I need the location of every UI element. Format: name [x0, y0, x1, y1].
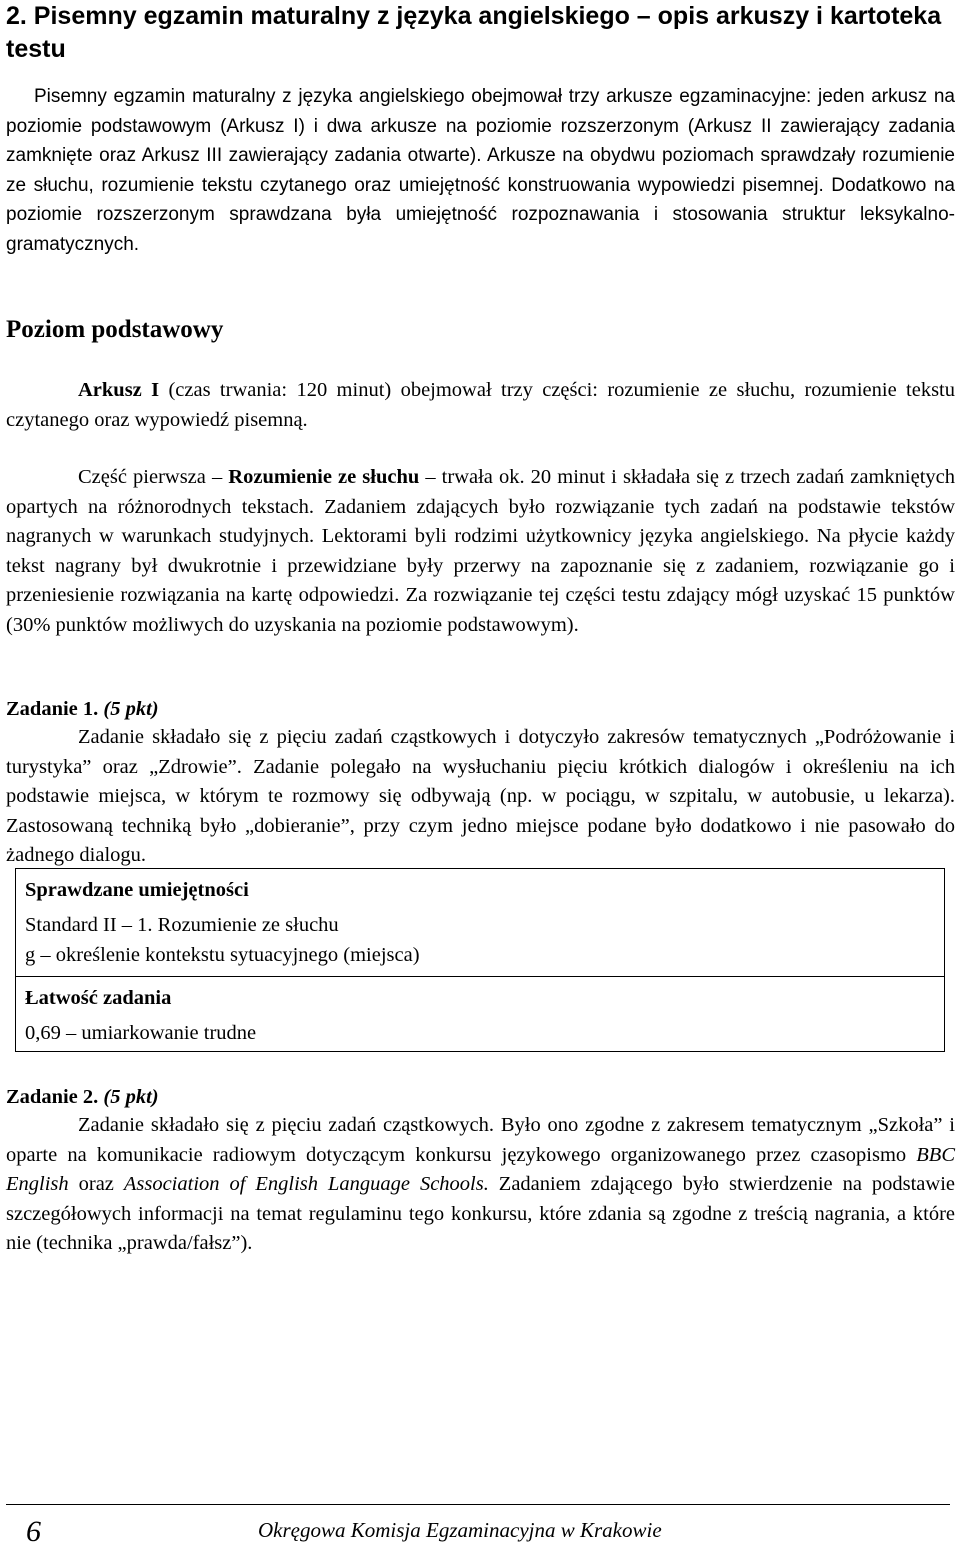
- task1-title: Zadanie 1.: [6, 698, 99, 720]
- task2-text-c: Zadaniem zdającego było stwierdzenie na podstawie szczegółowych informacji na temat regulaminu tego konkursu, które zdania są zgodne z treścią nagrania, a które nie (technika „prawda/fałsz”).: [6, 1173, 955, 1254]
- skills-detail: g – określenie kontekstu sytuacyjnego (miejsca): [25, 944, 420, 966]
- skills-standard: Standard II – 1. Rozumienie ze słuchu: [25, 914, 339, 936]
- difficulty-title: Łatwość zadania: [25, 987, 172, 1009]
- arkusz-paragraph: [6, 376, 955, 435]
- page-number: 6: [26, 1515, 41, 1548]
- arkusz-label: Arkusz I: [78, 379, 160, 401]
- task2-text-b: oraz: [68, 1173, 124, 1195]
- task1-points: (5 pkt): [103, 698, 159, 720]
- task2-points: (5 pkt): [103, 1086, 159, 1108]
- task2-paragraph: [6, 1111, 955, 1259]
- task1-heading: [6, 695, 159, 724]
- footer-rule: [6, 1504, 950, 1505]
- section-heading: Poziom podstawowy: [6, 316, 224, 343]
- difficulty-value: 0,69 – umiarkowanie trudne: [25, 1022, 257, 1044]
- part1-text: – trwała ok. 20 minut i składała się z trzech zadań zamkniętych opartych na różnorodnych tekstach. Zadaniem zdających było rozwiązanie tych zadań na podstawie tekstów nagranych w warunkach studyjnych. Lektorami byli rodzimi użytkownicy języka angielskiego. Na płycie każdy tekst nagrany był dwukrotnie i przewidziane były przerwy na zapoznanie się z zadaniem, rozwiązanie go i przeniesienie rozwiązania na kartę odpowiedzi. Za rozwiązanie tej części testu zdający mógł uzyskać 15 punktów (30% punktów możliwych do uzyskania na poziomie podstawowym).: [6, 466, 955, 636]
- part1-label: Rozumienie ze słuchu: [228, 466, 420, 488]
- arkusz-text: (czas trwania: 120 minut) obejmował trzy części: rozumienie ze słuchu, rozumienie tekstu czytanego oraz wypowiedź pisemną.: [6, 379, 956, 431]
- task2-org: Association of English Language Schools.: [123, 1173, 489, 1195]
- task2-magazine: BBC English: [6, 1143, 955, 1195]
- task1-paragraph: Zadanie składało się z pięciu zadań cząstkowych i dotyczyło zakresów tematycznych „Podróżowanie i turystyka” oraz „Zdrowie”. Zadanie polegało na wysłuchaniu pięciu krótkich dialogów i określeniu na ich podstawie miejsca, w którym te rozmowy się odbywają (np. w pociągu, w szpitalu, w autobusie, u lekarza). Zastosowaną techniką było „dobieranie”, przy czym jedno miejsce podane było dodatkowo i nie pasowało do żadnego dialogu.: [6, 726, 955, 866]
- task2-text-a: Zadanie składało się z pięciu zadań cząstkowych. Było ono zgodne z zakresem tematycznym „Szkoła” i oparte na komunikacie radiowym dotyczącym konkursu językowego organizowanego przez czasopismo: [6, 1114, 955, 1166]
- part1-paragraph: [6, 463, 955, 640]
- footer-institution: Okręgowa Komisja Egzaminacyjna w Krakowie: [258, 1518, 662, 1542]
- chapter-heading: 2. Pisemny egzamin maturalny z języka angielskiego – opis arkuszy i kartoteka testu: [6, 2, 942, 63]
- task1-info-box: [15, 868, 945, 1052]
- box-divider: [16, 976, 944, 977]
- part1-prefix: Część pierwsza –: [78, 466, 229, 488]
- intro-paragraph: Pisemny egzamin maturalny z języka angielskiego obejmował trzy arkusze egzaminacyjne: jeden arkusz na poziomie podstawowym (Arkusz I) i dwa arkusze na poziomie rozszerzonym (Arkusz II zawierający zadania zamknięte oraz Arkusz III zawierający zadania otwarte). Arkusze na obydwu poziomach sprawdzały rozumienie ze słuchu, rozumienie tekstu czytanego oraz umiejętność konstruowania wypowiedzi pisemnej. Dodatkowo na poziomie rozszerzonym sprawdzana była umiejętność rozpoznawania i stosowania struktur leksykalno-gramatycznych.: [6, 86, 955, 255]
- task2-title: Zadanie 2.: [6, 1086, 99, 1108]
- task2-heading: [6, 1083, 159, 1112]
- skills-title: Sprawdzane umiejętności: [25, 879, 249, 901]
